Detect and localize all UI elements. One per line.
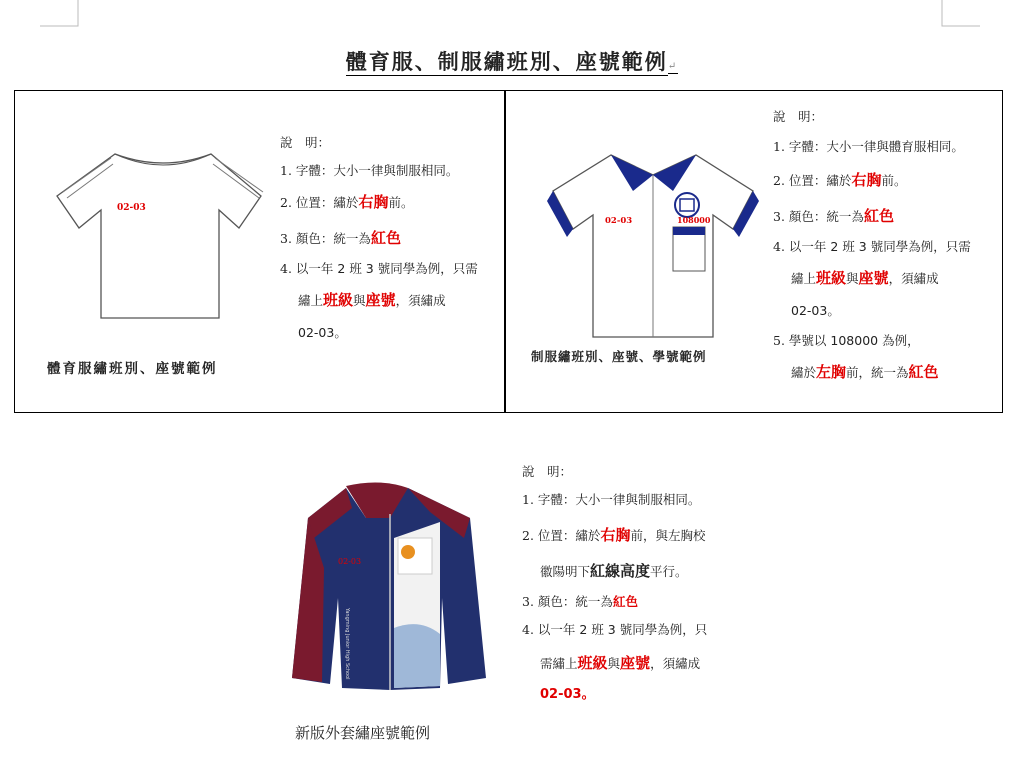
uniform-class-label: 02-03 <box>605 216 633 226</box>
document-title: 體育服、制服繡班別、座號範例↵ <box>345 49 679 74</box>
uniform-note-4: 4. 以一年 2 班 3 號同學為例，只需 <box>773 239 971 254</box>
pe-shirt-label: 02-03 <box>117 203 146 213</box>
uniform-note-4b: 繡上班級與座號，須繡成 <box>791 269 939 287</box>
jacket-note-4: 4. 以一年 2 班 3 號同學為例，只 <box>522 622 708 637</box>
uniform-panel <box>504 90 1003 413</box>
jacket-caption: 新版外套繡座號範例 <box>295 724 431 742</box>
pe-caption: 體育服繡班別、座號範例 <box>47 361 218 377</box>
pe-heading: 說 明： <box>280 135 331 150</box>
uniform-note-5b: 繡於左胸前，統一為紅色 <box>791 363 939 381</box>
pe-note-3: 3. 顏色：統一為紅色 <box>280 229 401 247</box>
uniform-note-5: 5. 學號以 108000 為例， <box>773 333 920 348</box>
pe-shirt-panel <box>14 90 506 413</box>
jacket-note-2b: 徽陽明下紅線高度平行。 <box>540 562 688 580</box>
uniform-heading: 說 明： <box>773 109 824 124</box>
pe-note-4b: 繡上班級與座號，須繡成 <box>298 291 446 309</box>
uniform-shirt-illustration <box>541 141 766 341</box>
jacket-note-3: 3. 顏色：統一為紅色 <box>522 594 638 609</box>
jacket-sleeve-text: Yangming Junior High School <box>344 608 350 680</box>
crop-mark-top-right <box>940 0 980 28</box>
pe-note-2: 2. 位置：繡於右胸前。 <box>280 193 414 211</box>
jacket-note-1: 1. 字體：大小一律與制服相同。 <box>522 492 701 507</box>
pe-shirt-illustration <box>53 146 273 326</box>
jacket-label: 02-03 <box>338 557 362 566</box>
uniform-note-3: 3. 顏色：統一為紅色 <box>773 207 894 225</box>
uniform-note-4c: 02-03。 <box>791 303 840 318</box>
uniform-caption: 制服繡班別、座號、學號範例 <box>531 349 707 364</box>
uniform-id-label: 108000 <box>677 215 711 225</box>
jacket-note-4c: 02-03。 <box>540 687 595 702</box>
jacket-illustration <box>290 478 490 698</box>
uniform-note-2: 2. 位置：繡於右胸前。 <box>773 171 907 189</box>
jacket-note-4b: 需繡上班級與座號，須繡成 <box>540 654 701 672</box>
jacket-note-2: 2. 位置：繡於右胸前，與左胸校 <box>522 526 706 544</box>
jacket-heading: 說 明： <box>522 464 573 479</box>
crop-mark-top-left <box>40 0 80 28</box>
pe-note-1: 1. 字體：大小一律與制服相同。 <box>280 163 459 178</box>
uniform-note-1: 1. 字體：大小一律與體育服相同。 <box>773 139 964 154</box>
pe-note-4c: 02-03。 <box>298 325 347 340</box>
pe-note-4: 4. 以一年 2 班 3 號同學為例，只需 <box>280 261 478 276</box>
